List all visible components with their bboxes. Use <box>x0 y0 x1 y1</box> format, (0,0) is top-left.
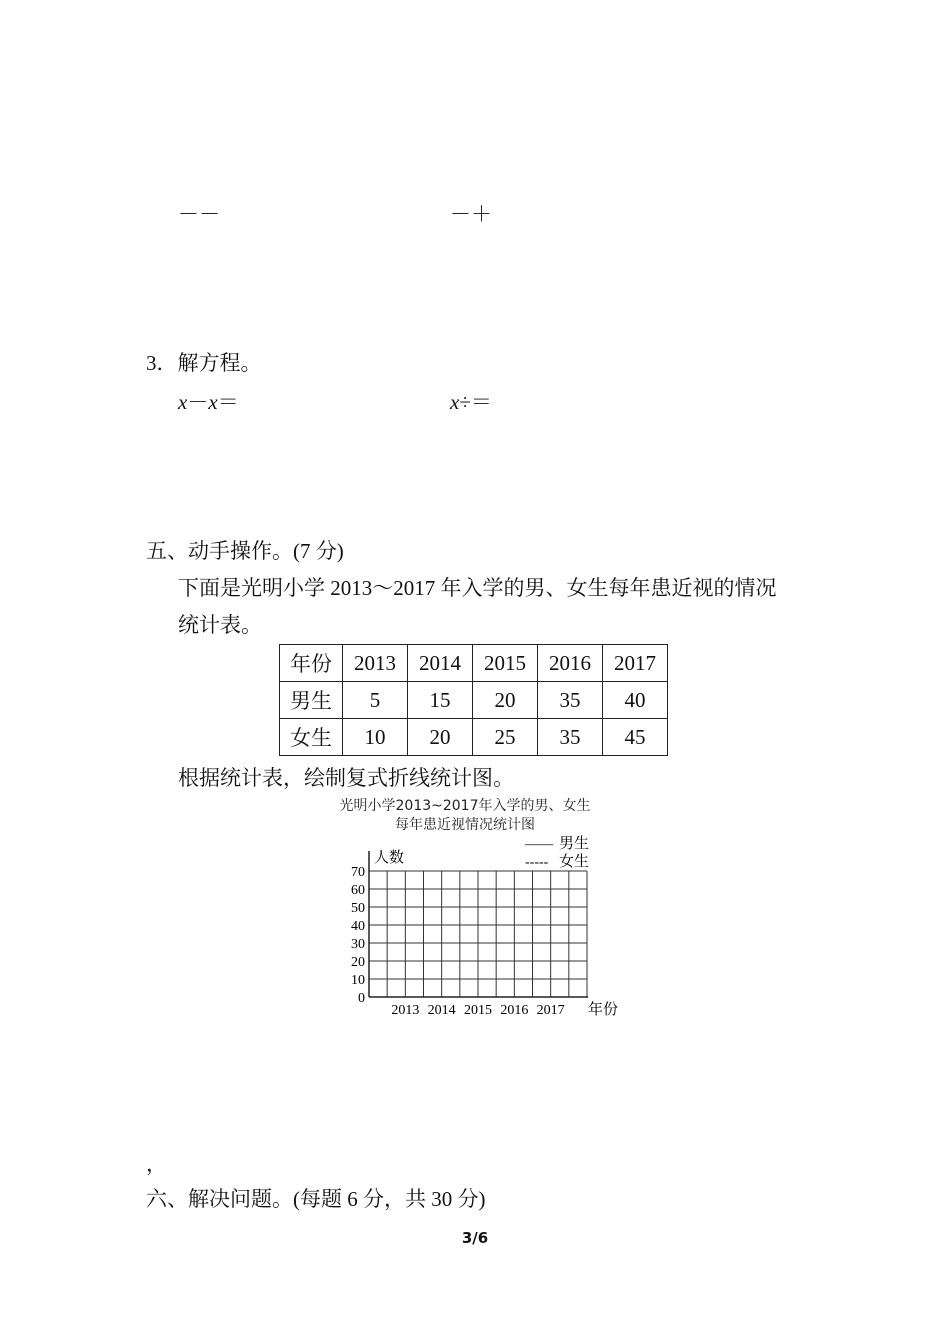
table-year: 2013 <box>343 645 408 682</box>
section6-heading: 六、解决问题。(每题 6 分，共 30 分) <box>146 1187 486 1211</box>
expression-right: －＋ <box>450 202 492 226</box>
eq-var: x <box>178 390 188 414</box>
table-cell: 20 <box>473 682 538 719</box>
intro-line2: 统计表。 <box>178 613 262 637</box>
table-row-label: 男生 <box>280 682 343 719</box>
eq-var: x <box>450 390 460 414</box>
table-year: 2014 <box>408 645 473 682</box>
page-number: 3/6 <box>461 1229 489 1247</box>
table-row-girls <box>280 719 668 756</box>
chart-y-ticks <box>351 865 365 1006</box>
table-row-label: 女生 <box>280 719 343 756</box>
eq-var: x <box>208 390 218 414</box>
y-tick-label: 20 <box>351 955 365 970</box>
table-header-label: 年份 <box>280 645 343 682</box>
chart-x-ticks <box>391 1003 564 1018</box>
equation-left <box>178 386 239 416</box>
x-tick-label: 2014 <box>427 1003 456 1018</box>
legend-symbol-solid: —— <box>525 837 553 852</box>
eq-equals: ＝ <box>217 390 239 414</box>
eq-rest: ÷＝ <box>459 390 492 414</box>
table-cell: 10 <box>343 719 408 756</box>
stray-comma: ， <box>146 1152 167 1176</box>
table-cell: 15 <box>408 682 473 719</box>
legend-symbol-dashed: ----- <box>525 855 549 870</box>
table-cell: 25 <box>473 719 538 756</box>
legend-label-girls: 女生 <box>559 854 590 870</box>
section5-heading: 五、动手操作。(7 分) <box>146 539 344 563</box>
table-year: 2015 <box>473 645 538 682</box>
y-tick-label: 10 <box>351 973 365 988</box>
chart-axes <box>369 851 588 997</box>
y-tick-label: 0 <box>358 991 365 1006</box>
chart-title-line2: 每年患近视情况统计图 <box>395 817 535 833</box>
table-cell: 5 <box>343 682 408 719</box>
chart-title-line1: 光明小学2013~2017年入学的男、女生 <box>339 798 591 814</box>
x-tick-label: 2015 <box>464 1003 492 1018</box>
x-tick-label: 2017 <box>536 1003 565 1018</box>
table-cell: 45 <box>603 719 668 756</box>
chart-y-label: 人数 <box>374 850 405 866</box>
eq-op: － <box>187 390 209 414</box>
legend-label-boys: 男生 <box>559 836 590 852</box>
chart-x-label: 年份 <box>588 1002 619 1018</box>
y-tick-label: 30 <box>351 937 365 952</box>
table-year: 2016 <box>538 645 603 682</box>
table-cell: 35 <box>538 682 603 719</box>
table-header-row <box>280 645 668 682</box>
y-tick-label: 60 <box>351 883 365 898</box>
y-tick-label: 70 <box>351 865 365 880</box>
table-cell: 40 <box>603 682 668 719</box>
expression-left: －－ <box>178 202 220 226</box>
stats-table <box>279 644 668 756</box>
intro-line1: 下面是光明小学 2013～2017 年入学的男、女生每年患近视的情况 <box>178 576 777 600</box>
chart-grid <box>369 871 587 997</box>
equation-right <box>450 386 492 416</box>
table-year: 2017 <box>603 645 668 682</box>
table-cell: 35 <box>538 719 603 756</box>
table-cell: 20 <box>408 719 473 756</box>
y-tick-label: 40 <box>351 919 365 934</box>
x-tick-label: 2016 <box>500 1003 529 1018</box>
y-tick-label: 50 <box>351 901 365 916</box>
chart-instruction: 根据统计表，绘制复式折线统计图。 <box>178 766 514 790</box>
section3-heading: 3．解方程。 <box>146 351 262 375</box>
x-tick-label: 2013 <box>391 1003 420 1018</box>
table-row-boys <box>280 682 668 719</box>
